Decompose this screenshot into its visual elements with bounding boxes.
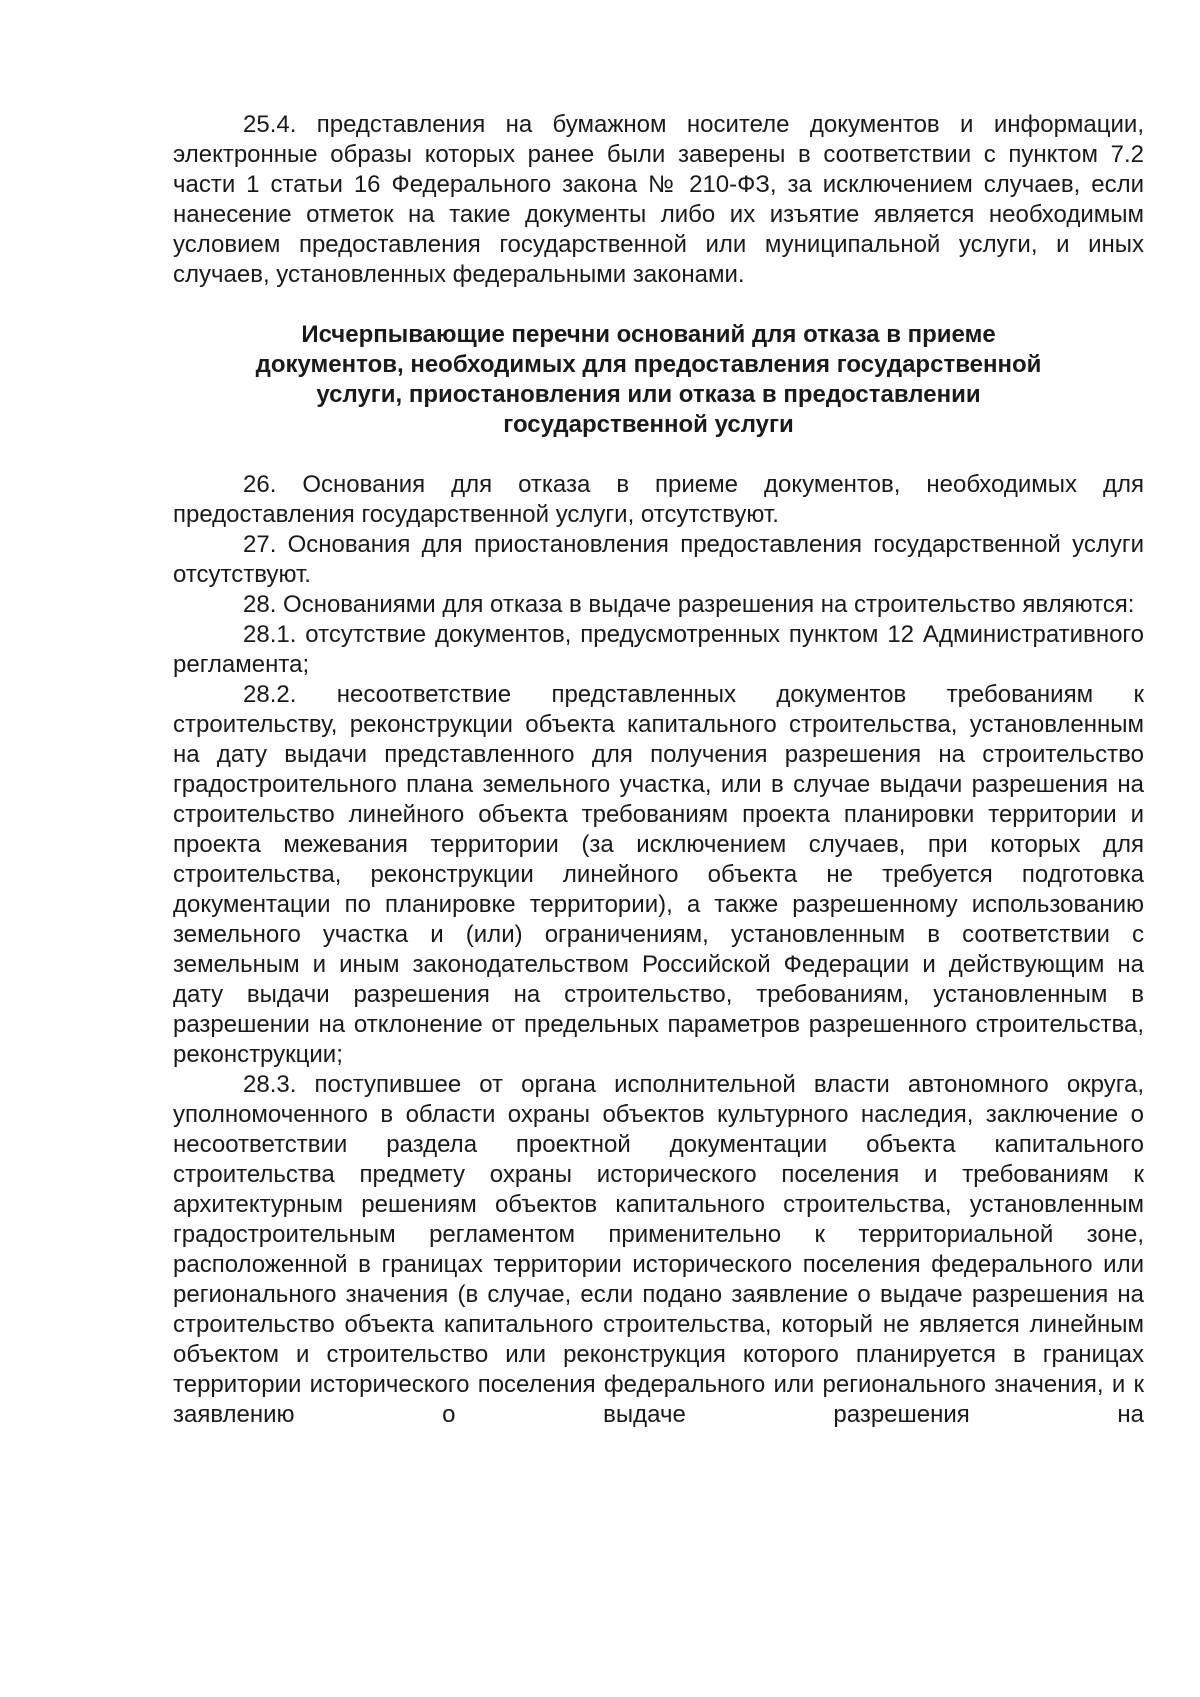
paragraph-28: 28. Основаниями для отказа в выдаче разрешения на строительство являются:: [243, 591, 1135, 618]
paragraph-28-2: 28.2. несоответствие представленных документов требованиям к строительству, реконструкции объекта капитального строительства, установленным на дату выдачи представленного для получения разрешения на строительство градостроительного плана земельного участка, или в случае выдачи разрешения на строительство линейного объекта требованиям проекта планировки территории и проекта межевания территории (за исключением случаев, при которых для строительства, реконструкции линейного объекта не требуется подготовка документации по планировке территории), а также разрешенному использованию земельного участка и (или) ограничениям, установленным в соответствии с земельным и иным законодательством Российской Федерации и действующим на дату выдачи разрешения на строительство, требованиям, установленным в разрешении на отклонение от предельных параметров разрешенного строительства, реконструкции;: [173, 681, 1144, 1068]
heading-line: услуги, приостановления или отказа в предоставлении: [316, 381, 981, 408]
document-content: [173, 110, 1144, 1430]
heading-line: Исчерпывающие перечни оснований для отказа в приеме: [301, 321, 996, 348]
paragraph-25-4: 25.4. представления на бумажном носителе документов и информации, электронные образы которых ранее были заверены в соответствии с пунктом 7.2 части 1 статьи 16 Федерального закона № 210-ФЗ, за исключением случаев, если нанесение отметок на такие документы либо их изъятие является необходимым условием предоставления государственной или муниципальной услуги, и иных случаев, установленных федеральными законами.: [173, 111, 1144, 288]
paragraph-27: 27. Основания для приостановления предоставления государственной услуги отсутствуют.: [173, 531, 1144, 588]
paragraph-28-1: 28.1. отсутствие документов, предусмотренных пунктом 12 Административного регламента;: [173, 621, 1144, 678]
section-heading: [213, 320, 1084, 440]
heading-line: документов, необходимых для предоставления государственной: [255, 351, 1042, 378]
heading-line: государственной услуги: [503, 411, 794, 438]
paragraph-28-3: 28.3. поступившее от органа исполнительной власти автономного округа, уполномоченного в области охраны объектов культурного наследия, заключение о несоответствии раздела проектной документации объекта капитального строительства предмету охраны исторического поселения и требованиям к архитектурным решениям объектов капитального строительства, установленным градостроительным регламентом применительно к территориальной зоне, расположенной в границах территории исторического поселения федерального или регионального значения (в случае, если подано заявление о выдаче разрешения на строительство объекта капитального строительства, который не является линейным объектом и строительство или реконструкция которого планируется в границах территории исторического поселения федерального или регионального значения, и к заявлению о выдаче разрешения на: [173, 1071, 1144, 1428]
paragraph-26: 26. Основания для отказа в приеме документов, необходимых для предоставления государственной услуги, отсутствуют.: [173, 471, 1144, 528]
